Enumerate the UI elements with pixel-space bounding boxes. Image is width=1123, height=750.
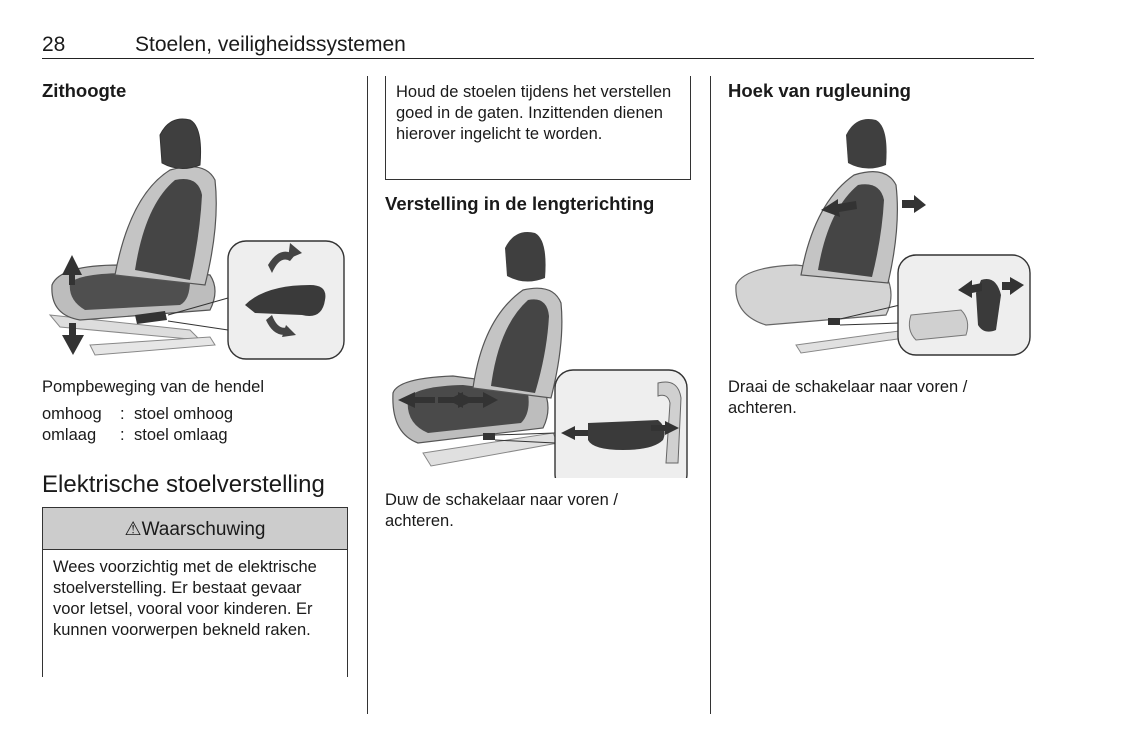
heading-seat-height: Zithoogte — [42, 80, 127, 101]
row-key: omlaag — [42, 426, 97, 444]
header-rule — [42, 58, 1034, 59]
longitudinal-adjust-illustration — [383, 228, 693, 478]
table-row — [42, 404, 233, 425]
table-row — [42, 425, 233, 446]
heading-longitudinal: Verstelling in de lengterichting — [385, 193, 655, 214]
seat-height-illustration — [40, 115, 350, 365]
seat-height-caption: Pompbeweging van de hendel — [42, 378, 265, 396]
warning-text: Wees voorzichtig met de elektrische stoelverstelling. Er bestaat gevaar voor letsel, vooral voor kinderen. Er kunnen voorwerpen bekneld raken. — [53, 558, 317, 639]
backrest-caption: Draai de schakelaar naar voren / achteren. — [728, 378, 968, 417]
heading-backrest-angle: Hoek van rugleuning — [728, 80, 911, 101]
section-title: Stoelen, veiligheidssystemen — [135, 33, 406, 56]
row-separator: : — [120, 405, 125, 423]
backrest-angle-illustration — [726, 115, 1036, 365]
row-value: stoel omlaag — [134, 426, 228, 444]
page-number: 28 — [42, 33, 66, 56]
warning-triangle-icon: ⚠ — [124, 519, 142, 540]
warning-header — [43, 508, 347, 550]
seat-height-table — [42, 404, 233, 446]
notice-box: Houd de stoelen tijdens het verstellen goed in de gaten. Inzittenden dienen hierover ingelicht te worden. — [385, 76, 691, 180]
heading-electric-seat: Elektrische stoelverstelling — [42, 471, 325, 498]
warning-title: Waarschuwing — [141, 519, 266, 540]
longitudinal-caption: Duw de schakelaar naar voren / achteren. — [385, 491, 618, 530]
row-value: stoel omhoog — [134, 405, 234, 423]
column-divider-1 — [367, 76, 368, 714]
row-key: omhoog — [42, 405, 102, 423]
warning-box — [42, 507, 348, 677]
column-divider-2 — [710, 76, 711, 714]
row-separator: : — [120, 426, 125, 444]
